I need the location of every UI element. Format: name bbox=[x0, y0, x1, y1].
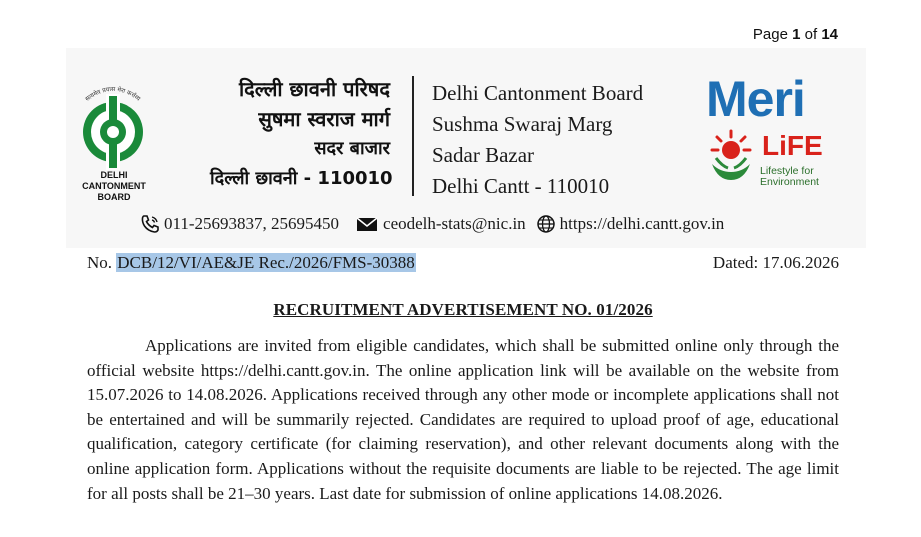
hindi-address bbox=[210, 74, 393, 194]
caption-line-3: BOARD bbox=[97, 192, 131, 202]
contact-row bbox=[140, 214, 724, 234]
caption-line-1: DELHI bbox=[100, 170, 128, 180]
hindi-line-3: सदर बाजार bbox=[314, 138, 390, 159]
hindi-line-4: दिल्ली छावनी - 110010 bbox=[210, 168, 393, 189]
phone-numbers: 011-25693837, 25695450 bbox=[164, 214, 340, 233]
email-address: ceodelh-stats@nic.in bbox=[383, 214, 526, 233]
english-address bbox=[432, 78, 643, 202]
meri-word: Meri bbox=[706, 71, 805, 127]
tagline-line-1: Lifestyle for bbox=[760, 165, 814, 177]
advertisement-body bbox=[87, 334, 839, 506]
dcb-emblem-logo bbox=[74, 74, 152, 174]
advertisement-paragraph: Applications are invited from eligible candidates, which shall be submitted online only through the official website https://delhi.cantt.gov.in. The online application link will be available on the website from 15.07.2026 to 14.08.2026. Applications received through any other mode or incomplete applications shall not be entertained and will be summarily rejected. Candidates are required to upload proof of age, educational qualification, category certificate (for claiming reservation), and other relevant documents along with the online application form. Applications without the requisite documents are liable to be rejected. The age limit for all posts shall be 21–30 years. Last date for submission of online applications 14.08.2026. bbox=[87, 336, 839, 503]
website-link[interactable]: https://delhi.cantt.gov.in bbox=[559, 214, 725, 233]
emblem-arc-text: सत्यमेव प्रयास मेरा कर्त्तव्य bbox=[84, 85, 142, 103]
reference-line bbox=[87, 253, 839, 273]
envelope-icon bbox=[355, 214, 379, 234]
phone-icon bbox=[140, 214, 160, 234]
dcb-logo-caption bbox=[64, 170, 164, 203]
reference-number-highlighted[interactable]: DCB/12/VI/AE&JE Rec./2026/FMS-30388 bbox=[117, 253, 415, 272]
advertisement-title: RECRUITMENT ADVERTISEMENT NO. 01/2026 bbox=[273, 300, 653, 319]
reference-date: Dated: 17.06.2026 bbox=[712, 253, 839, 272]
page-total: 14 bbox=[821, 26, 838, 43]
globe-icon bbox=[536, 214, 556, 234]
english-line-3: Sadar Bazar bbox=[432, 143, 535, 167]
page-number bbox=[753, 26, 838, 43]
caption-line-2: CANTONMENT bbox=[82, 181, 146, 191]
tagline-line-2: Environment bbox=[760, 176, 819, 188]
english-line-1: Delhi Cantonment Board bbox=[432, 81, 644, 105]
reference-prefix: No. bbox=[87, 253, 113, 272]
life-tagline bbox=[760, 166, 819, 188]
hindi-line-2: सुषमा स्वराज मार्ग bbox=[258, 107, 390, 131]
hindi-line-1: दिल्ली छावनी परिषद bbox=[239, 77, 390, 101]
reference-number bbox=[87, 253, 416, 273]
english-line-4: Delhi Cantt - 110010 bbox=[432, 174, 610, 198]
sun-hands-icon bbox=[708, 128, 754, 184]
header-divider bbox=[412, 76, 414, 196]
page-of-label: of bbox=[804, 26, 818, 43]
page-current: 1 bbox=[792, 26, 801, 43]
life-word: LiFE bbox=[762, 130, 823, 161]
english-line-2: Sushma Swaraj Marg bbox=[432, 112, 613, 136]
page-label: Page bbox=[752, 26, 788, 43]
